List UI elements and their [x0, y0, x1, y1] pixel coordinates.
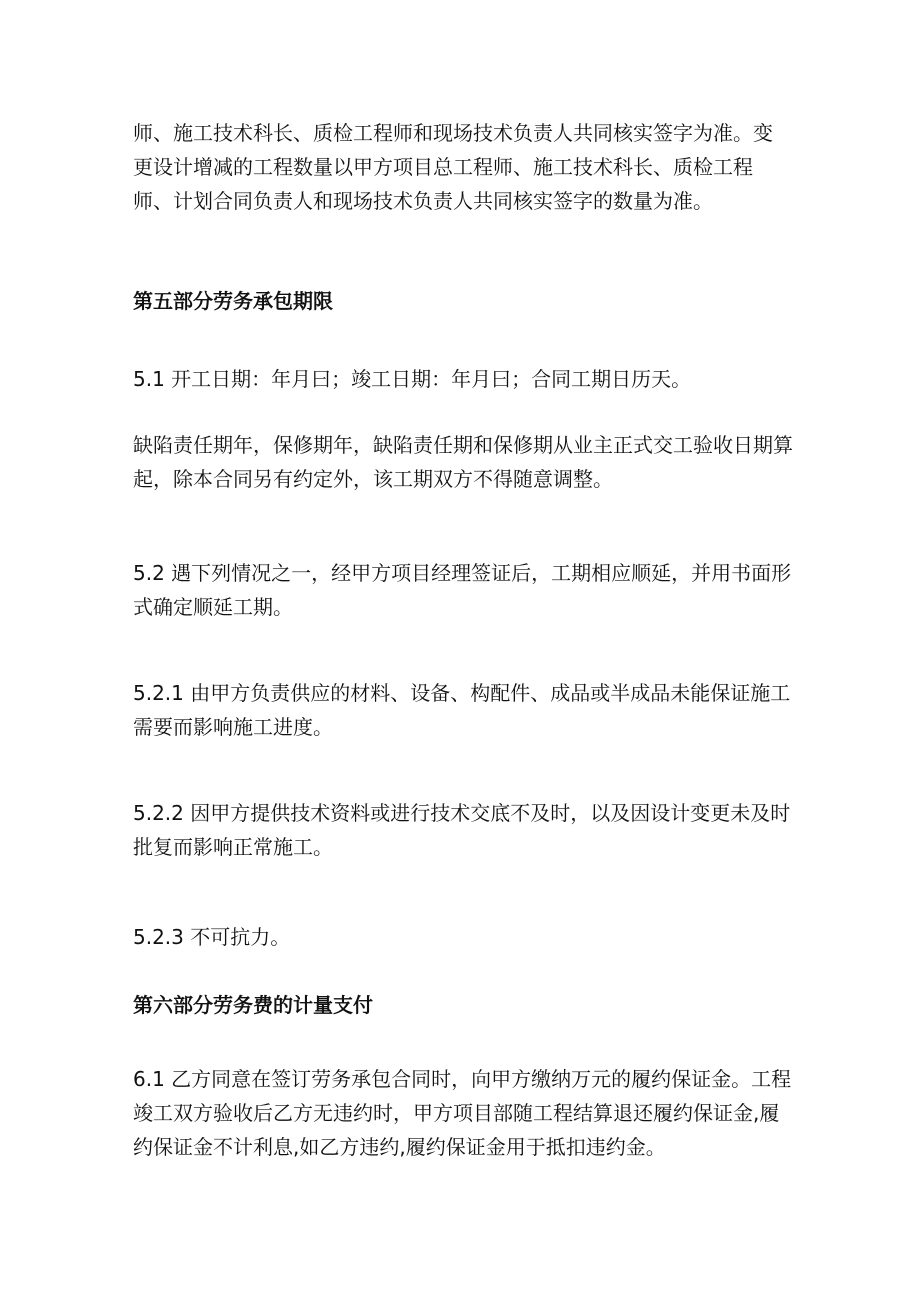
text-line: 起，除本合同另有约定外，该工期双方不得随意调整。: [133, 467, 613, 491]
text-line: 5.2.3 不可抗力。: [133, 925, 291, 949]
heading-text: 第五部分劳务承包期限: [133, 289, 333, 313]
section-heading-part-six: [133, 990, 805, 1021]
text-line: 约保证金不计利息,如乙方违约,履约保证金用于抵扣违约金。: [133, 1135, 666, 1159]
text-line: 批复而影响正常施工。: [133, 835, 333, 859]
text-line: 需要而影响施工进度。: [133, 715, 333, 739]
section-heading-part-five: [133, 286, 805, 317]
clause-5-2: [133, 558, 805, 626]
heading-text: 第六部分劳务费的计量支付: [133, 993, 373, 1017]
text-line: 师、计划合同负责人和现场技术负责人共同核实签字的数量为准。: [133, 189, 713, 213]
text-line: 5.2.1 由甲方负责供应的材料、设备、构配件、成品或半成品未能保证施工: [133, 681, 791, 705]
text-line: 5.2 遇下列情况之一，经甲方项目经理签证后，工期相应顺延，并用书面形: [133, 561, 792, 585]
text-line: 更设计增减的工程数量以甲方项目总工程师、施工技术科长、质检工程: [133, 155, 753, 179]
text-line: 式确定顺延工期。: [133, 595, 293, 619]
text-line: 5.1 开工日期：年月曰；竣工日期：年月曰；合同工期日历天。: [133, 367, 692, 391]
text-line: 竣工双方验收后乙方无违约时，甲方项目部随工程结算退还履约保证金,履: [133, 1101, 780, 1125]
text-line: 6.1 乙方同意在签订劳务承包合同时，向甲方缴纳万元的履约保证金。工程: [133, 1067, 792, 1091]
clause-5-2-2: [133, 798, 805, 866]
text-line: 缺陷责任期年，保修期年，缺陷责任期和保修期从业主正式交工验收日期算: [133, 433, 793, 457]
text-line: 5.2.2 因甲方提供技术资料或进行技术交底不及时，以及因设计变更未及时: [133, 801, 791, 825]
clause-5-2-1: [133, 678, 805, 746]
clause-5-1: [133, 364, 805, 395]
paragraph-verification-rules: [133, 118, 805, 220]
clause-6-1: [133, 1064, 805, 1166]
clause-5-2-3: [133, 922, 805, 953]
paragraph-defect-liability: [133, 430, 805, 498]
text-line: 师、施工技术科长、质检工程师和现场技术负责人共同核实签字为准。变: [133, 121, 773, 145]
